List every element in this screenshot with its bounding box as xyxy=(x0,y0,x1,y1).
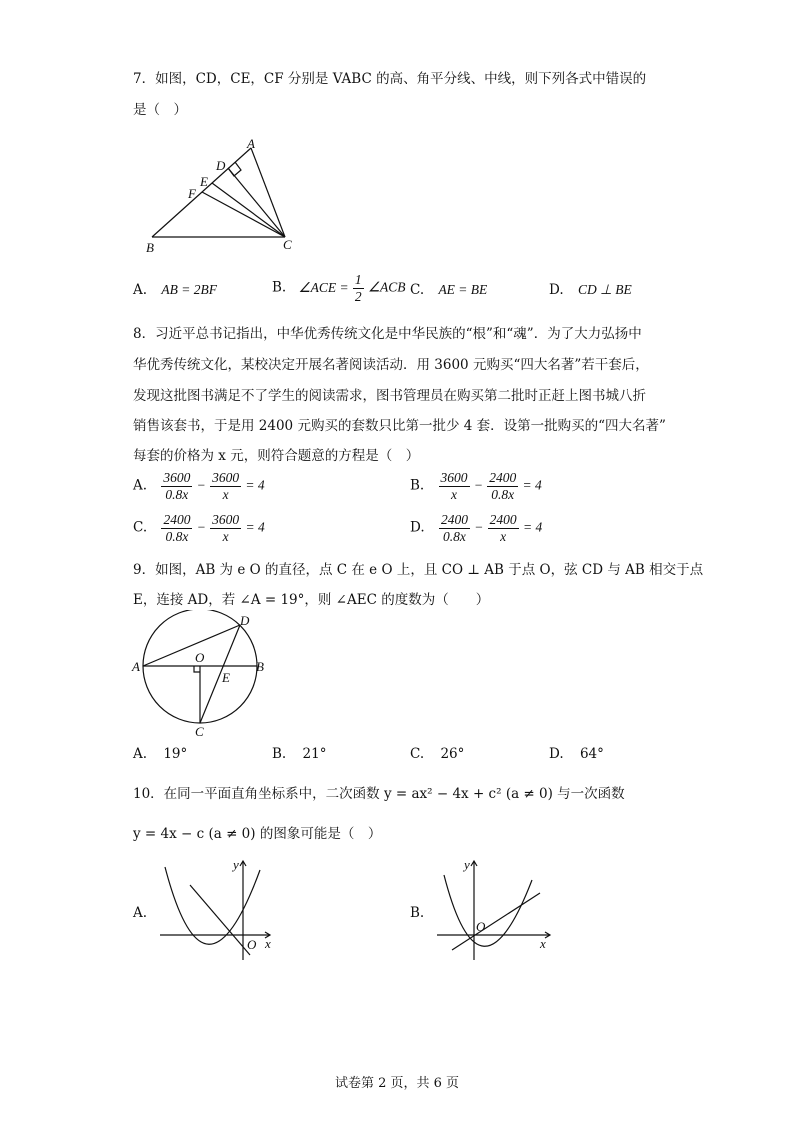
q10-b-axis-x: x xyxy=(540,936,546,951)
q9-label-d: D xyxy=(240,613,250,628)
q7-option-a[interactable] xyxy=(133,282,217,298)
q9-option-a-text: 19° xyxy=(163,746,188,762)
q10-stem-line2: y = 4x − c (a ≠ 0) 的图象可能是（ ） xyxy=(133,826,382,842)
q8-option-c-frac1: $\frac{2400}{0.8x}$ xyxy=(163,512,191,544)
q9-option-b-text: 21° xyxy=(302,746,327,762)
q7-label-f: F xyxy=(188,186,196,201)
q8-option-c[interactable]: C. $\frac{2400}{0.8x}$ − $\frac{3600}{x}$ = 4 xyxy=(133,512,265,544)
page-footer: 试卷第 2 页，共 6 页 xyxy=(334,1076,460,1091)
q10-option-a-graph[interactable] xyxy=(155,855,280,965)
q8-stem-line2: 华优秀传统文化，某校决定开展名著阅读活动．用 3600 元购买“四大名著”若干套后， xyxy=(133,357,649,373)
q7-option-b[interactable] xyxy=(272,272,406,304)
q8-option-b-rhs: = 4 xyxy=(522,477,542,493)
q7-option-b-pre: ∠ACE = xyxy=(298,279,349,295)
q8-stem-line3: 发现这批图书满足不了学生的阅读需求，图书管理员在购买第二批时正赶上图书城八折 xyxy=(133,388,646,404)
q7-option-d-key: D. xyxy=(549,282,564,298)
q8-option-d-frac2: $\frac{2400}{x}$ xyxy=(489,512,517,544)
q8-option-d-rhs: = 4 xyxy=(522,519,543,535)
q8-option-d-key: D. xyxy=(410,519,425,536)
q7-option-d-text: CD ⊥ BE xyxy=(577,282,632,297)
q10-option-b-label[interactable]: B. xyxy=(410,905,425,921)
q7-option-d[interactable] xyxy=(549,282,632,298)
q8-option-b-key: B. xyxy=(410,477,425,494)
q8-option-c-rhs: = 4 xyxy=(245,519,265,535)
q10-b-axis-y: y xyxy=(464,857,470,872)
q7-label-c: C xyxy=(283,237,292,252)
q9-label-c: C xyxy=(195,724,204,739)
q10-a-axis-y: y xyxy=(233,857,239,872)
q7-option-c[interactable] xyxy=(410,282,487,298)
q8-stem-line5: 每套的价格为 x 元，则符合题意的方程是（ ） xyxy=(133,448,420,464)
q10-b-origin: O xyxy=(476,919,486,934)
q8-option-b-frac1: $\frac{3600}{x}$ xyxy=(440,470,468,502)
q7-label-b: B xyxy=(146,240,154,254)
q8-option-c-key: C. xyxy=(133,519,148,536)
q9-option-d-text: 64° xyxy=(579,746,604,762)
q8-option-d-frac1: $\frac{2400}{0.8x}$ xyxy=(440,512,468,544)
q7-stem-line1: 7．如图，CD，CE，CF 分别是 VABC 的高、角平分线、中线，则下列各式中错误的 xyxy=(133,71,647,87)
q8-option-b-frac2: $\frac{2400}{0.8x}$ xyxy=(489,470,517,502)
q7-stem-line2: 是（ ） xyxy=(133,102,187,118)
q8-option-a-frac1: $\frac{3600}{0.8x}$ xyxy=(163,470,191,502)
q9-option-a[interactable] xyxy=(133,746,187,762)
q9-label-a: A xyxy=(132,659,140,674)
q9-circle-figure xyxy=(130,610,270,740)
q7-label-e: E xyxy=(200,174,208,189)
q7-label-d: D xyxy=(216,158,226,173)
q8-option-a-rhs: = 4 xyxy=(245,477,265,493)
q7-option-b-post: ∠ACB xyxy=(367,279,406,295)
q8-option-b[interactable]: B. $\frac{3600}{x}$ − $\frac{2400}{0.8x}$ = 4 xyxy=(410,470,542,502)
q8-stem-line4: 销售该套书，于是用 2400 元购买的套数只比第一批少 4 套．设第一批购买的“四大名著” xyxy=(133,418,666,434)
q7-label-a: A xyxy=(247,136,255,151)
q8-stem-line1: 8．习近平总书记指出，中华优秀传统文化是中华民族的“根”和“魂”．为了大力弘扬中 xyxy=(133,326,642,342)
q7-option-b-fraction: $\frac{1}{2}$ xyxy=(354,272,362,304)
q10-option-b-graph[interactable] xyxy=(432,855,557,965)
q9-option-a-key: A. xyxy=(133,746,148,762)
q8-option-d[interactable]: D. $\frac{2400}{0.8x}$ − $\frac{2400}{x}$ = 4 xyxy=(410,512,543,544)
q9-option-b[interactable] xyxy=(272,746,326,762)
q9-stem-line2: E，连接 AD，若 ∠A = 19°，则 ∠AEC 的度数为（ ） xyxy=(133,592,490,608)
q8-option-a-key: A. xyxy=(133,477,148,494)
q7-option-c-key: C. xyxy=(410,282,425,298)
q9-label-e: E xyxy=(222,670,230,685)
q7-option-a-text: AB = 2BF xyxy=(161,282,217,297)
q8-option-a-frac2: $\frac{3600}{x}$ xyxy=(212,470,240,502)
q9-option-c-key: C. xyxy=(410,746,425,762)
q8-option-a[interactable]: A. $\frac{3600}{0.8x}$ − $\frac{3600}{x}$ = 4 xyxy=(133,470,265,502)
q7-option-c-text: AE = BE xyxy=(438,282,488,297)
q9-label-o: O xyxy=(195,650,205,665)
q9-stem-line1: 9．如图，AB 为 e O 的直径，点 C 在 e O 上，且 CO ⊥ AB 于点 O，弦 CD 与 AB 相交于点 xyxy=(133,562,704,578)
q7-option-b-key: B. xyxy=(272,279,287,296)
q7-triangle-figure xyxy=(140,136,300,254)
q10-a-origin: O xyxy=(247,937,257,952)
q10-stem-line1: 10．在同一平面直角坐标系中，二次函数 y = ax² − 4x + c² (a ≠ 0) 与一次函数 xyxy=(133,786,625,802)
q10-option-a-label[interactable]: A. xyxy=(133,905,148,921)
q9-option-c-text: 26° xyxy=(440,746,465,762)
q9-option-d[interactable] xyxy=(549,746,604,762)
q9-option-d-key: D. xyxy=(549,746,564,762)
q7-option-a-key: A. xyxy=(133,282,148,298)
q9-option-b-key: B. xyxy=(272,746,287,762)
q9-option-c[interactable] xyxy=(410,746,464,762)
q10-a-axis-x: x xyxy=(265,936,271,951)
q9-label-b: B xyxy=(256,659,264,674)
q8-option-c-frac2: $\frac{3600}{x}$ xyxy=(212,512,240,544)
